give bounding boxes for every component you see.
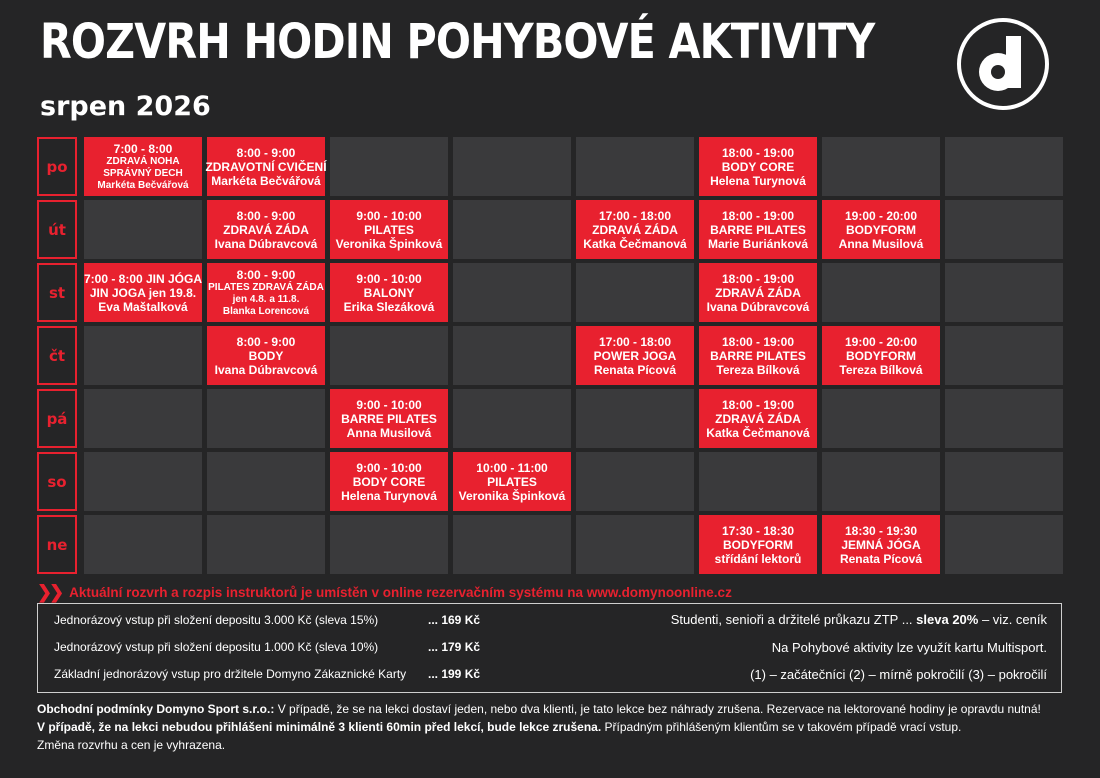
class-instructor: Katka Čečmanová [706, 425, 810, 440]
price-label: Základní jednorázový vstup pro držitele Domyno Zákaznické Karty [54, 667, 407, 681]
day-label: čt [37, 326, 77, 385]
empty-slot [453, 515, 571, 574]
class-time: 9:00 - 10:00 [356, 208, 422, 223]
class-slot [207, 263, 325, 322]
price-value: ... 169 Kč [428, 613, 481, 627]
class-slot [576, 326, 694, 385]
class-instructor: Renata Pícová [839, 551, 923, 566]
class-slot [822, 326, 940, 385]
class-slot [699, 137, 817, 196]
empty-slot [84, 389, 202, 448]
class-instructor: Markéta Bečvářová [211, 173, 321, 188]
levels-legend: (1) – začátečníci (2) – mírně pokročilí (3) – pokročilí [750, 667, 1047, 682]
class-time: 9:00 - 10:00 [356, 271, 422, 286]
class-time: 8:00 - 9:00 [236, 267, 296, 282]
double-chevron-right-icon: ❯❯ [37, 582, 62, 602]
class-time: 10:00 - 11:00 [476, 460, 548, 475]
empty-slot [576, 515, 694, 574]
class-instructor: Helena Turynová [341, 488, 437, 503]
class-time: 19:00 - 20:00 [844, 208, 918, 223]
class-name: BODYFORM [846, 348, 916, 363]
class-time: 18:00 - 19:00 [721, 271, 795, 286]
empty-slot [945, 137, 1063, 196]
empty-slot [207, 515, 325, 574]
empty-slot [945, 263, 1063, 322]
cancellation-line: V případě, že na lekci nebudou přihlášeni minimálně 3 klienti 60min před lekcí, bude lekce zrušena. Případným přihlášeným klientům se v takovém případě vrací vstup. [37, 720, 962, 734]
online-schedule-note [37, 582, 732, 603]
empty-slot [945, 389, 1063, 448]
class-slot [453, 452, 571, 511]
empty-slot [330, 515, 448, 574]
class-instructor: Ivana Dúbravcová [706, 299, 810, 314]
class-slot [330, 263, 448, 322]
class-instructor: Ivana Dúbravcová [214, 236, 318, 251]
class-name: BODYFORM [846, 222, 916, 237]
day-label: so [37, 452, 77, 511]
empty-slot [945, 200, 1063, 259]
class-name: BODYFORM [723, 537, 793, 552]
class-name: JEMNÁ JÓGA [841, 537, 921, 552]
class-time: 18:00 - 19:00 [721, 397, 795, 412]
empty-slot [330, 326, 448, 385]
domyno-logo [957, 18, 1049, 110]
class-slot [576, 200, 694, 259]
empty-slot [822, 452, 940, 511]
empty-slot [945, 515, 1063, 574]
class-instructor: Blanka Lorencová [222, 305, 310, 317]
logo-letter-d-icon [961, 22, 1045, 106]
price-box [37, 603, 1062, 693]
class-name: ZDRAVOTNÍ CVIČENÍ [205, 159, 327, 174]
page-subtitle-month: srpen 2026 [40, 91, 211, 122]
day-label: út [37, 200, 77, 259]
class-time: 9:00 - 10:00 [356, 397, 422, 412]
class-time: 18:00 - 19:00 [721, 145, 795, 160]
class-name: BODY CORE [352, 474, 426, 489]
empty-slot [207, 452, 325, 511]
class-time: 7:00 - 8:00 [113, 141, 173, 156]
empty-slot [576, 389, 694, 448]
class-name: POWER JOGA [593, 348, 677, 363]
class-slot [84, 137, 202, 196]
class-name: ZDRAVÁ ZÁDA [715, 411, 801, 426]
class-name: BARRE PILATES [710, 222, 806, 237]
class-instructor: Markéta Bečvářová [97, 179, 189, 191]
page-title: ROZVRH HODIN POHYBOVÉ AKTIVITY [40, 14, 875, 70]
class-instructor: Tereza Bílková [716, 362, 800, 377]
class-name: ZDRAVÁ ZÁDA [715, 285, 801, 300]
empty-slot [453, 389, 571, 448]
class-slot [330, 200, 448, 259]
class-name: ZDRAVÁ ZÁDA [223, 222, 309, 237]
class-instructor: Anna Musilová [838, 236, 924, 251]
class-time: 7:00 - 8:00 JIN JÓGA [83, 271, 203, 286]
class-instructor: Ivana Dúbravcová [214, 362, 318, 377]
empty-slot [330, 137, 448, 196]
class-instructor: Eva Maštalková [98, 299, 188, 314]
empty-slot [576, 263, 694, 322]
class-instructor: Veronika Špinková [335, 236, 443, 251]
discount-info: Studenti, senioři a držitelé průkazu ZTP ... sleva 20% – viz. ceník [670, 612, 1047, 627]
class-name: BODY CORE [721, 159, 795, 174]
online-schedule-note-text: Aktuální rozvrh a rozpis instruktorů je umístěn v online rezervačním systému na www.domynoonline.cz [69, 585, 732, 600]
empty-slot [576, 452, 694, 511]
empty-slot [453, 137, 571, 196]
day-label: ne [37, 515, 77, 574]
class-instructor: střídání lektorů [714, 551, 802, 566]
empty-slot [822, 137, 940, 196]
class-slot [822, 515, 940, 574]
class-slot [330, 452, 448, 511]
terms-line: Obchodní podmínky Domyno Sport s.r.o.: V případě, že se na lekci dostaví jeden, nebo dva klienti, je tato lekce bez náhrady zrušena. Rezervace na lektorované hodiny je opravdu nutná! [37, 702, 1041, 716]
class-name: BARRE PILATES [341, 411, 437, 426]
empty-slot [453, 263, 571, 322]
class-instructor: Helena Turynová [710, 173, 806, 188]
price-value: ... 199 Kč [428, 667, 481, 681]
empty-slot [84, 515, 202, 574]
class-instructor: Marie Buriánková [707, 236, 809, 251]
empty-slot [576, 137, 694, 196]
class-slot [699, 515, 817, 574]
class-slot [699, 326, 817, 385]
class-instructor: Veronika Špinková [458, 488, 566, 503]
class-time: 18:00 - 19:00 [721, 334, 795, 349]
empty-slot [84, 200, 202, 259]
class-name: BALONY [363, 285, 415, 300]
class-name: jen 4.8. a 11.8. [232, 293, 300, 305]
class-instructor: Tereza Bílková [839, 362, 923, 377]
empty-slot [84, 326, 202, 385]
price-value: ... 179 Kč [428, 640, 481, 654]
class-name: ZDRAVÁ ZÁDA [592, 222, 678, 237]
multisport-info: Na Pohybové aktivity lze využít kartu Multisport. [771, 640, 1047, 655]
class-time: 18:30 - 19:30 [844, 523, 918, 538]
terms-footer [37, 700, 1067, 754]
class-slot [207, 137, 325, 196]
empty-slot [453, 326, 571, 385]
class-instructor: Renata Pícová [593, 362, 677, 377]
empty-slot [822, 389, 940, 448]
class-slot [699, 263, 817, 322]
day-label: po [37, 137, 77, 196]
day-label: st [37, 263, 77, 322]
class-name: PILATES [364, 222, 414, 237]
class-time: 17:00 - 18:00 [598, 334, 672, 349]
class-name: JIN JOGA jen 19.8. [89, 285, 197, 300]
class-slot [822, 200, 940, 259]
class-time: 17:30 - 18:30 [721, 523, 795, 538]
class-time: 8:00 - 9:00 [236, 145, 296, 160]
class-time: 8:00 - 9:00 [236, 334, 296, 349]
empty-slot [945, 452, 1063, 511]
class-name: ZDRAVÁ NOHA [106, 155, 180, 167]
empty-slot [207, 389, 325, 448]
day-label: pá [37, 389, 77, 448]
empty-slot [699, 452, 817, 511]
class-slot [207, 200, 325, 259]
class-slot [699, 389, 817, 448]
empty-slot [822, 263, 940, 322]
empty-slot [84, 452, 202, 511]
change-notice: Změna rozvrhu a cen je vyhrazena. [37, 738, 226, 752]
class-name: BODY [248, 348, 284, 363]
class-slot [84, 263, 202, 322]
class-name: PILATES [487, 474, 537, 489]
empty-slot [453, 200, 571, 259]
class-name: SPRÁVNÝ DECH [103, 167, 183, 179]
class-name: PILATES ZDRAVÁ ZÁDA [208, 281, 324, 293]
class-slot [330, 389, 448, 448]
class-slot [207, 326, 325, 385]
class-instructor: Katka Čečmanová [583, 236, 687, 251]
price-label: Jednorázový vstup při složení depositu 1.000 Kč (sleva 10%) [54, 640, 379, 654]
class-time: 18:00 - 19:00 [721, 208, 795, 223]
class-time: 19:00 - 20:00 [844, 334, 918, 349]
class-time: 8:00 - 9:00 [236, 208, 296, 223]
price-label: Jednorázový vstup při složení depositu 3.000 Kč (sleva 15%) [54, 613, 379, 627]
class-slot [699, 200, 817, 259]
empty-slot [945, 326, 1063, 385]
class-time: 9:00 - 10:00 [356, 460, 422, 475]
class-time: 17:00 - 18:00 [598, 208, 672, 223]
class-name: BARRE PILATES [710, 348, 806, 363]
class-instructor: Erika Slezáková [343, 299, 435, 314]
class-instructor: Anna Musilová [346, 425, 432, 440]
